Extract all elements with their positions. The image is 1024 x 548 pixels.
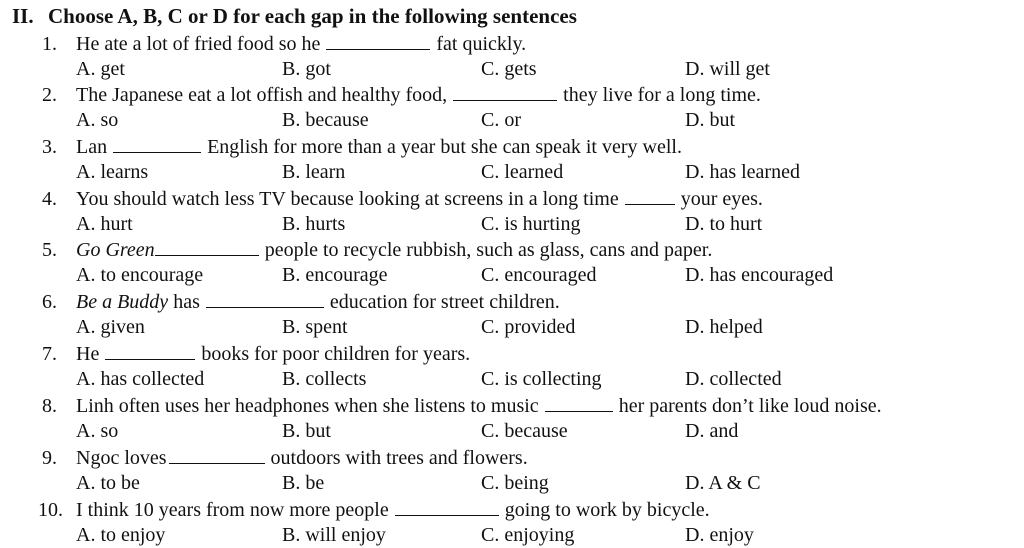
section-heading (12, 4, 577, 29)
question-text-before: has (173, 291, 200, 313)
option-d: D. has learned (685, 161, 800, 183)
organisation-name: Go Green (76, 239, 155, 261)
question-5 (42, 237, 712, 263)
question-text-after: fat quickly. (436, 33, 527, 55)
question-number: 6. (42, 291, 57, 313)
option-a: A. has collected (76, 368, 205, 390)
question-3 (42, 134, 682, 160)
question-text-after: your eyes. (680, 188, 763, 210)
question-text-before: Lan (76, 136, 108, 158)
question-4 (42, 186, 763, 212)
option-c: C. encouraged (481, 264, 597, 286)
option-c: C. is collecting (481, 368, 602, 390)
answer-gap (625, 187, 675, 205)
question-text-after: going to work by bicycle. (504, 499, 710, 521)
question-text-after: English for more than a year but she can speak it very well. (207, 136, 682, 158)
question-text-after: books for poor children for years. (201, 343, 471, 365)
question-number: 2. (42, 84, 57, 106)
option-c: C. learned (481, 161, 564, 183)
option-d: D. will get (685, 58, 770, 80)
option-b: B. learn (282, 161, 346, 183)
option-c: C. being (481, 472, 549, 494)
question-number: 10. (38, 499, 63, 521)
question-6 (42, 289, 560, 315)
question-text-before: You should watch less TV because looking at screens in a long time (76, 188, 619, 210)
question-text-before: He ate a lot of fried food so he (76, 33, 321, 55)
option-a: A. given (76, 316, 145, 338)
answer-gap (545, 394, 613, 412)
question-text-after: people to recycle rubbish, such as glass, cans and paper. (264, 239, 713, 261)
option-b: B. got (282, 58, 331, 80)
question-text-after: outdoors with trees and flowers. (270, 447, 528, 469)
question-2 (42, 82, 761, 108)
answer-gap (169, 446, 265, 464)
question-8 (42, 393, 882, 419)
option-d: D. and (685, 420, 739, 442)
option-d: D. to hurt (685, 213, 763, 235)
question-text-before: Linh often uses her headphones when she listens to music (76, 395, 539, 417)
answer-gap (113, 135, 201, 153)
option-a: A. learns (76, 161, 149, 183)
option-a: A. to enjoy (76, 524, 166, 546)
option-c: C. provided (481, 316, 576, 338)
option-d: D. has encouraged (685, 264, 834, 286)
question-1 (42, 31, 526, 57)
option-c: C. or (481, 109, 521, 131)
question-number: 3. (42, 136, 57, 158)
option-b: B. but (282, 420, 331, 442)
option-b: B. collects (282, 368, 367, 390)
question-text-before: He (76, 343, 100, 365)
option-b: B. hurts (282, 213, 346, 235)
question-text-before: I think 10 years from now more people (76, 499, 389, 521)
question-number: 9. (42, 447, 57, 469)
answer-gap (155, 238, 259, 256)
question-text-after: education for street children. (329, 291, 560, 313)
answer-gap (206, 290, 324, 308)
option-d: D. but (685, 109, 735, 131)
question-number: 1. (42, 33, 57, 55)
option-a: A. to encourage (76, 264, 204, 286)
question-number: 5. (42, 239, 57, 261)
question-10 (38, 497, 710, 523)
question-number: 8. (42, 395, 57, 417)
answer-gap (453, 83, 557, 101)
option-b: B. be (282, 472, 325, 494)
option-a: A. get (76, 58, 125, 80)
option-c: C. is hurting (481, 213, 581, 235)
question-text-after: they live for a long time. (563, 84, 761, 106)
option-b: B. spent (282, 316, 348, 338)
answer-gap (105, 342, 195, 360)
option-a: A. to be (76, 472, 140, 494)
question-text-after: her parents don’t like loud noise. (618, 395, 882, 417)
option-c: C. gets (481, 58, 537, 80)
option-d: D. enjoy (685, 524, 754, 546)
option-a: A. hurt (76, 213, 133, 235)
question-9 (42, 445, 528, 471)
section-instruction: Choose A, B, C or D for each gap in the following sentences (48, 4, 577, 28)
section-number: II. (12, 4, 34, 28)
question-number: 7. (42, 343, 57, 365)
option-d: D. A & C (685, 472, 761, 494)
option-a: A. so (76, 109, 119, 131)
option-d: D. collected (685, 368, 782, 390)
option-c: C. because (481, 420, 568, 442)
question-text-before: Ngoc loves (76, 447, 167, 469)
organisation-name: Be a Buddy (76, 291, 169, 313)
question-text-before: The Japanese eat a lot offish and healthy food, (76, 84, 448, 106)
answer-gap (395, 498, 499, 516)
answer-gap (326, 32, 430, 50)
option-c: C. enjoying (481, 524, 575, 546)
option-b: B. because (282, 109, 369, 131)
question-number: 4. (42, 188, 57, 210)
option-d: D. helped (685, 316, 763, 338)
question-7 (42, 341, 470, 367)
option-b: B. will enjoy (282, 524, 386, 546)
option-a: A. so (76, 420, 119, 442)
option-b: B. encourage (282, 264, 388, 286)
